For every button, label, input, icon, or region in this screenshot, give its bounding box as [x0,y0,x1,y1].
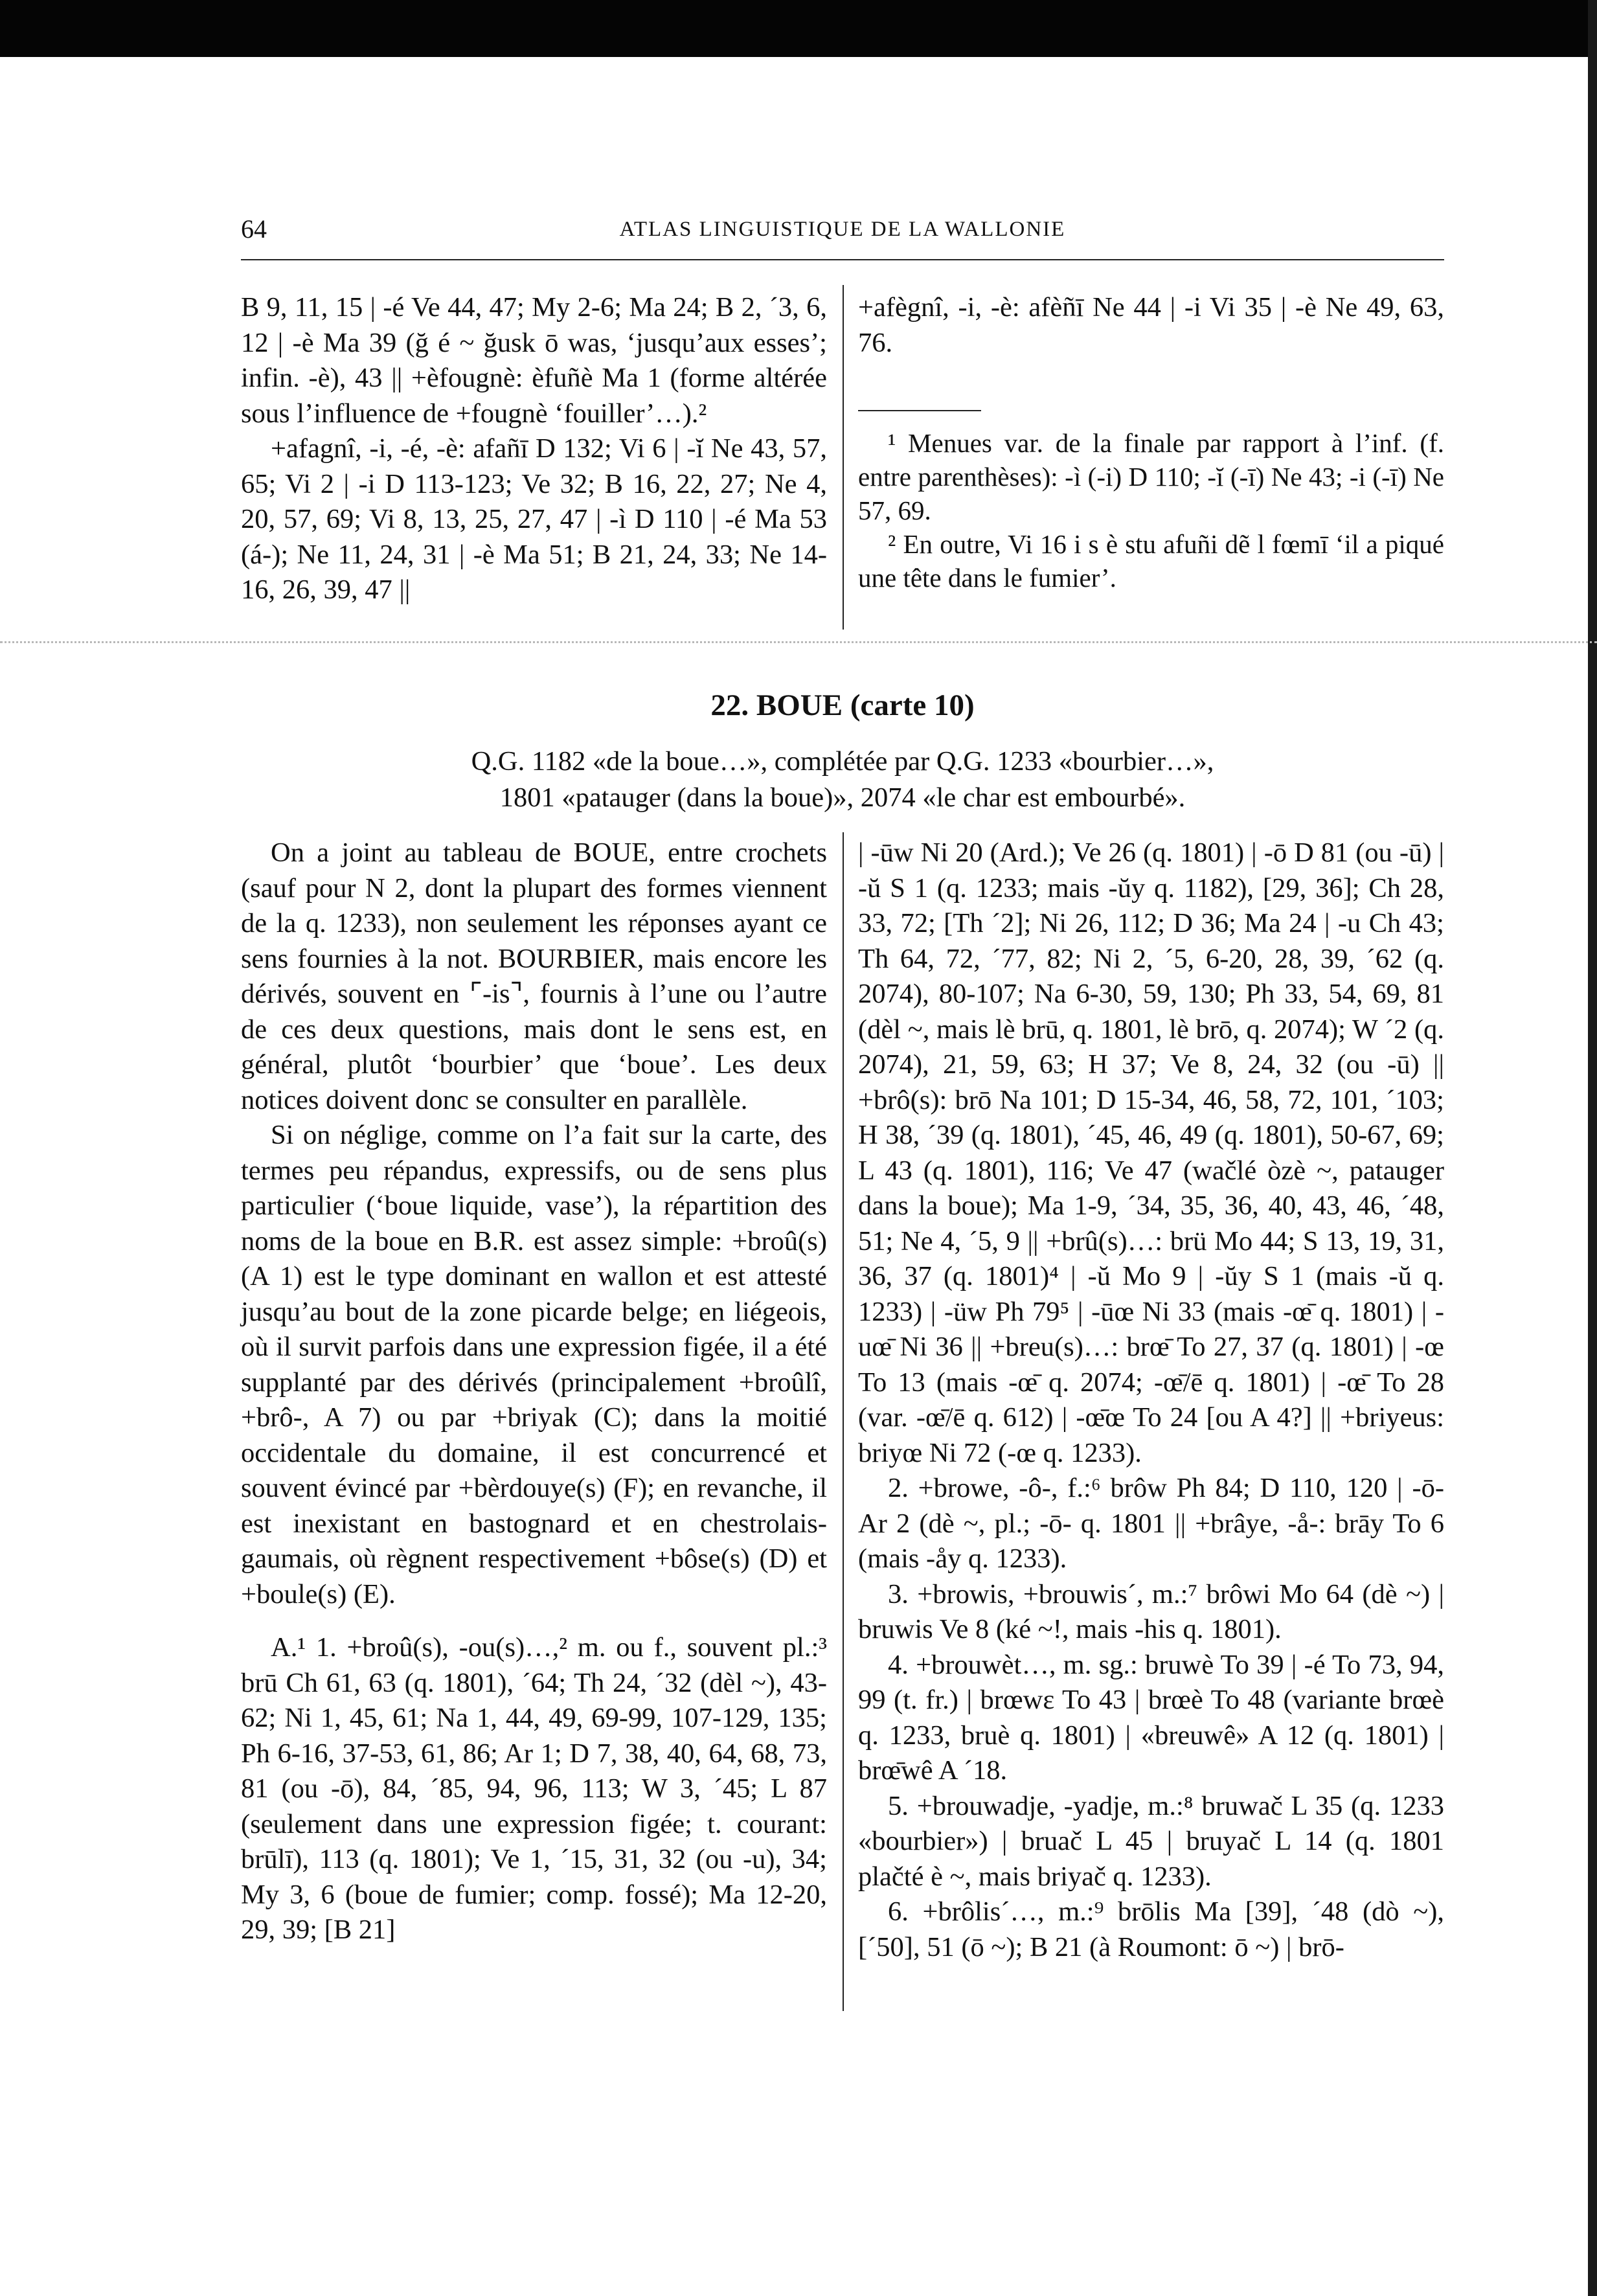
bottom-left-column [241,835,827,1948]
running-title: ATLAS LINGUISTIQUE DE LA WALLONIE [619,218,1066,241]
top-left-column [241,290,827,608]
subtitle-line-2: 1801 «patauger (dans la boue)», 2074 «le char est embourbé». [499,782,1186,813]
paragraph: +afègnî, -i, -è: afèñī Ne 44 | -i Vi 35 | -è Ne 49, 63, 76. [858,292,1444,358]
paragraph: +afagnî, -i, -é, -è: afañī D 132; Vi 6 | -ĭ Ne 43, 57, 65; Vi 2 | -i D 113-123; Ve 32; B 16, 22, 27; Ne 4, 20, 57, 69; Vi 8, 13, 25, 27, 47 | -ì D 110 | -é Ma 53 (á-); Ne 11, 24, 31 | -è Ma 51; B 21, 24, 33; Ne 14-16, 26, 39, 47 || [241,433,827,605]
dotted-separator [0,641,1597,643]
paragraph: On a joint au tableau de BOUE, entre crochets (sauf pour N 2, dont la plupart des formes viennent de la q. 1233), non seulement les réponses ayant ce sens fournies à la not. BOURBIER, mais encore les dérivés, souvent en ⌜-is⌝, fournis à l’une ou l’autre de ces deux questions, mais dont le sens est, en général, plutôt ‘bourbier’ que ‘boue’. Les deux notices doivent donc se consulter en parallèle. [241,837,827,1115]
footnote-1: ¹ Menues var. de la finale par rapport à l’inf. (f. entre parenthèses): -ì (-i) D 110; -ĭ (-ī) Ne 43; -i (-ī) Ne 57, 69. [858,428,1444,525]
page-header [241,214,1444,260]
scan-right-border [1588,0,1597,2296]
top-right-column [858,290,1444,361]
scan-top-border [0,0,1597,57]
footnote-rule [858,410,981,411]
paragraph: A.¹ 1. +broû(s), -ou(s)…,² m. ou f., souvent pl.:³ brū Ch 61, 63 (q. 1801), ´64; Th 24, ´32 (dèl ~), 43-62; Ni 1, 45, 61; Na 1, 44, 49, 69-99, 107-129, 135; Ph 6-16, 37-53, 61, 86; Ar 1; D 7, 38, 40, 64, 68, 73, 81 (ou -ō), 84, ´85, 94, 96, 113; W 3, ´45; L 87 (seulement dans une expression figée; t. courant: brūlī), 113 (q. 1801); Ve 1, ´15, 31, 32 (ou -u), 34; My 3, 6 (boue de fumier; comp. fossé); Ma 12-20, 29, 39; [B 21] [241,1632,827,1945]
paragraph: 5. +brouwadje, -yadje, m.:⁸ bruwač L 35 (q. 1233 «bourbier») | bruač L 45 | bruyač L 14 (q. 1801 plačté è ~, mais briyač q. 1233). [858,1790,1444,1892]
footnotes [858,426,1444,595]
subtitle-line-1: Q.G. 1182 «de la boue…», complétée par Q.G. 1233 «bourbier…», [471,746,1214,777]
section-subtitle [241,744,1444,816]
bottom-right-column [858,835,1444,1965]
paragraph: Si on néglige, comme on l’a fait sur la carte, des termes peu répandus, expressifs, ou de sens plus particulier (‘boue liquide, vase’), la répartition des noms de la boue en B.R. est assez simple: +broû(s) (A 1) est le type dominant en wallon et est attesté jusqu’au bout de la zone picarde belge; en liégeois, où il survit parfois dans une expression figée, il a été supplanté par des dérivés (principalement +broûlî, +brô-, A 7) ou par +briyak (C); dans la moitié occidentale du domaine, il est concurrencé et souvent évincé par +bèrdouye(s) (F); en revanche, il est inexistant en bastognard et en chestrolais-gaumais, où règnent respectivement +bôse(s) (D) et +boule(s) (E). [241,1120,827,1609]
paragraph: | -ūw Ni 20 (Ard.); Ve 26 (q. 1801) | -ō D 81 (ou -ū) | -ŭ S 1 (q. 1233; mais -ŭy q. 1182), [29, 36]; Ch 28, 33, 72; [Th ´2]; Ni 26, 112; D 36; Ma 24 | -u Ch 43; Th 64, 72, ´77, 82; Ni 2, ´5, 6-20, 28, 39, ´62 (q. 2074), 80-107; Na 6-30, 59, 130; Ph 33, 54, 69, 81 (dèl ~, mais lè brū, q. 1801, lè brō, q. 2074); W ´2 (q. 2074), 21, 59, 63; H 37; Ve 8, 24, 32 (ou -ū) || +brô(s): brō Na 101; D 15-34, 46, 58, 72, 101, ´103; H 38, ´39 (q. 1801), ´45, 46, 49 (q. 1801), 50-67, 69; L 43 (q. 1801), 116; Ve 47 (wačlé òzè ~, patauger dans la boue); Ma 1-9, ´34, 35, 36, 40, 43, 46, ´48, 51; Ne 4, ´5, 9 || +brû(s)…: brü Mo 44; S 13, 19, 31, 36, 37 (q. 1801)⁴ | -ŭ Mo 9 | -ŭy S 1 (mais -ŭ q. 1233) | -üw Ph 79⁵ | -ūœ Ni 33 (mais -œ̄ q. 1801) | -uœ̄ Ni 36 || +breu(s)…: brœ̄ To 27, 37 (q. 1801) | -œ To 13 (mais -œ̄ q. 2074; -œ̄/ē q. 1801) | -œ̄ To 28 (var. -œ̄/ē q. 612) | -œ̄œ To 24 [ou A 4?] || +briyeus: briyœ Ni 72 (-œ q. 1233). [858,837,1444,1468]
footnote-2: ² En outre, Vi 16 i s è stu afuñi dẽ l fœmī ‘il a piqué une tête dans le fumier’. [858,529,1444,593]
paragraph: B 9, 11, 15 | -é Ve 44, 47; My 2-6; Ma 24; B 2, ´3, 6, 12 | -è Ma 39 (ğ é ~ ğusk ō was, ‘jusqu’aux esses’; infin. -è), 43 || +èfougnè: èfuñè Ma 1 (forme altérée sous l’influence de +fougnè ‘fouiller’…).² [241,292,827,429]
paragraph: 6. +brôlis´…, m.:⁹ brōlis Ma [39], ´48 (dò ~), [´50], 51 (ō ~); B 21 (à Roumont: ō ~) | brō- [858,1896,1444,1962]
column-divider-top [843,285,844,630]
paragraph: 2. +browe, -ô-, f.:⁶ brôw Ph 84; D 110, 120 | -ō- Ar 2 (dè ~, pl.; -ō- q. 1801 || +brâye, -å-: brāy To 6 (mais -åy q. 1233). [858,1473,1444,1574]
paragraph: 3. +browis, +brouwis´, m.:⁷ brôwi Mo 64 (dè ~) | bruwis Ve 8 (ké ~!, mais -his q. 1801). [858,1578,1444,1644]
paragraph: 4. +brouwèt…, m. sg.: bruwè To 39 | -é To 73, 94, 99 (t. fr.) | brœwɛ To 43 | brœè To 48 (variante brœè q. 1233, bruè q. 1801) | «breuwê» A 12 (q. 1801) | brœ̄wê A ´18. [858,1649,1444,1786]
section-title: 22. BOUE (carte 10) [710,688,975,722]
page-number: 64 [241,214,267,244]
column-divider-bottom [843,832,844,2011]
